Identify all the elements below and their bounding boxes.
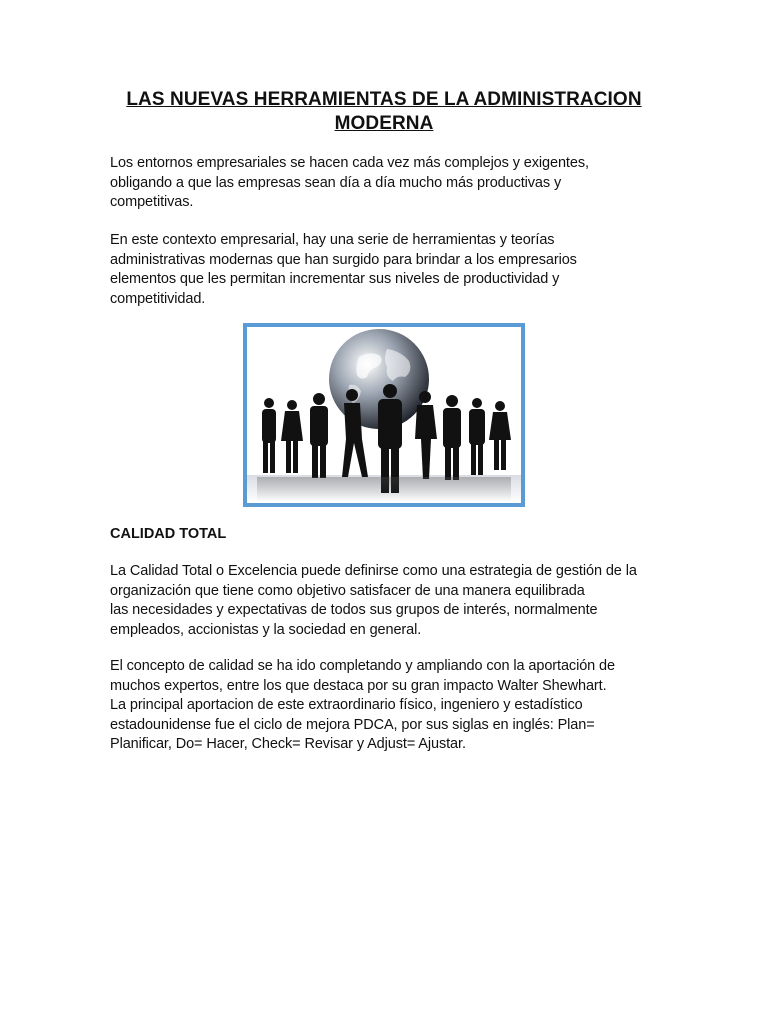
document-title [100, 88, 668, 136]
text-line: competitividad. [110, 290, 206, 307]
business-people-globe-icon [247, 327, 521, 503]
intro-paragraph-2 [110, 231, 670, 309]
title-line-2: MODERNA [334, 113, 434, 134]
title-line-1: LAS NUEVAS HERRAMIENTAS DE LA ADMINISTRACION [126, 89, 642, 110]
text-line: elementos que les permitan incrementar sus niveles de productividad y [110, 271, 560, 287]
section-paragraph-2 [110, 657, 670, 755]
section-heading: CALIDAD TOTAL [110, 526, 227, 542]
text-line: El concepto de calidad se ha ido completando y ampliando con la aportación de [110, 658, 615, 674]
text-line: estadounidense fue el ciclo de mejora PDCA, por sus siglas en inglés: Plan= [110, 716, 595, 733]
text-line: obligando a que las empresas sean día a día mucho más productivas y [110, 174, 562, 191]
text-line: Los entornos empresariales se hacen cada vez más complejos y exigentes, [110, 155, 589, 171]
text-line: muchos expertos, entre los que destaca por su gran impacto Walter Shewhart. [110, 677, 607, 694]
text-line: En este contexto empresarial, hay una serie de herramientas y teorías [110, 232, 555, 248]
text-line: empleados, accionistas y la sociedad en general. [110, 621, 422, 638]
text-line: administrativas modernas que han surgido para brindar a los empresarios [110, 251, 577, 268]
intro-paragraph-1 [110, 154, 670, 213]
business-people-globe-figure [243, 323, 525, 507]
text-line: organización que tiene como objetivo satisfacer de una manera equilibrada [110, 582, 585, 599]
text-line: La principal aportacion de este extraordinario físico, ingeniero y estadístico [110, 697, 583, 713]
text-line: Planificar, Do= Hacer, Check= Revisar y Adjust= Ajustar. [110, 736, 466, 752]
section-paragraph-1 [110, 562, 670, 640]
text-line: La Calidad Total o Excelencia puede definirse como una estrategia de gestión de la [110, 563, 637, 579]
text-line: competitivas. [110, 194, 194, 210]
text-line: las necesidades y expectativas de todos sus grupos de interés, normalmente [110, 602, 598, 618]
